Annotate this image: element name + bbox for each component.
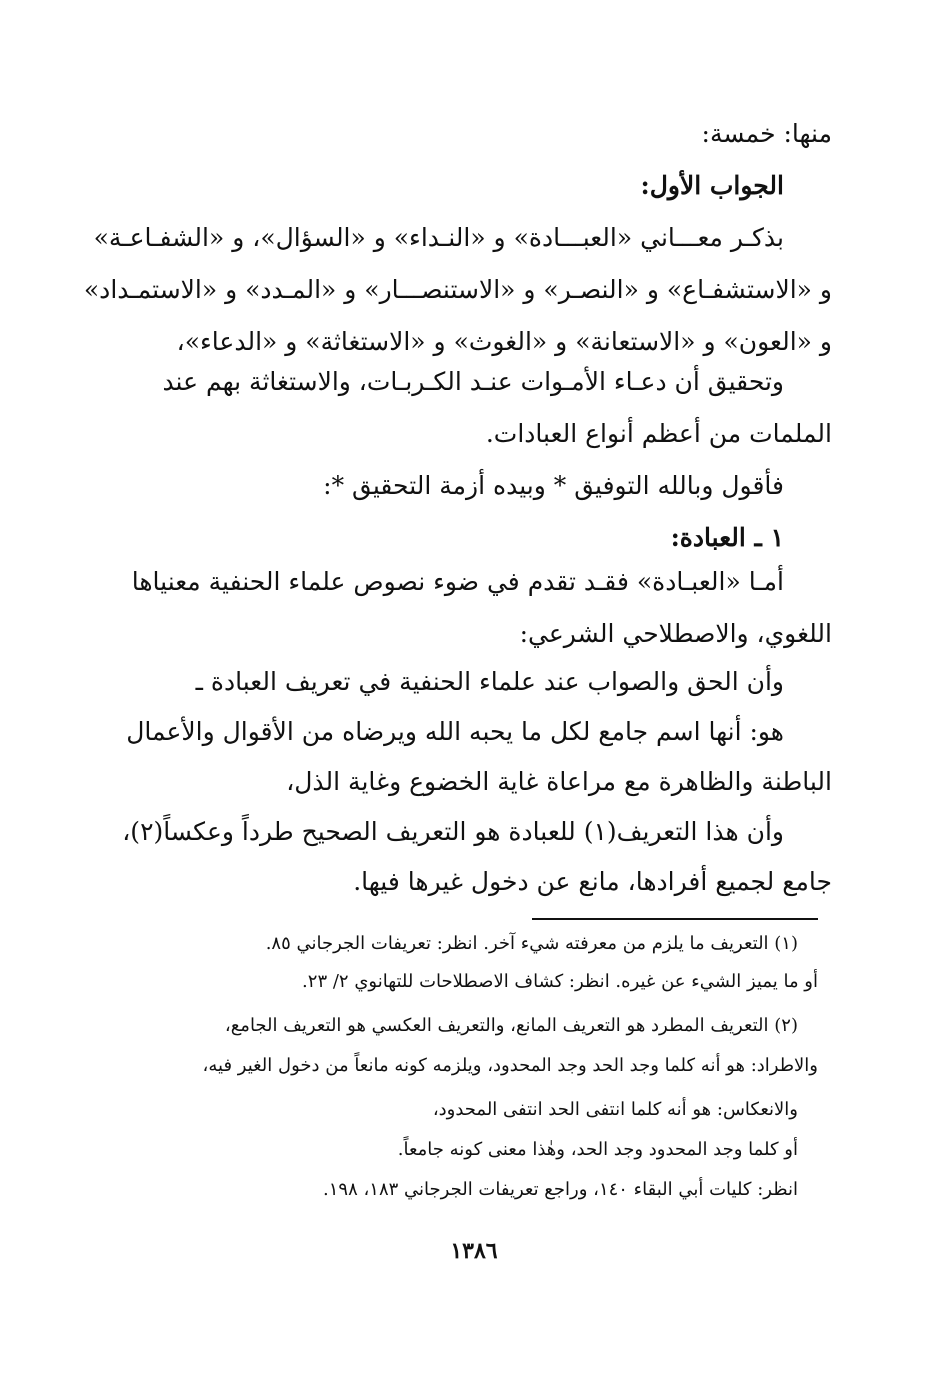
footnote-line: والاطراد: هو أنه كلما وجد الحد وجد المحدود، ويلزمه كونه مانعاً من دخول الغير فيه،	[202, 1055, 818, 1076]
page-number: ١٣٨٦	[450, 1238, 498, 1264]
text-line: جامع لجميع أفرادها، مانع عن دخول غيرها فيها.	[353, 867, 832, 896]
text-line: هو: أنها اسم جامع لكل ما يحبه الله ويرضاه من الأقوال والأعمال	[126, 717, 784, 746]
footnote-line: (٢) التعريف المطرد هو التعريف المانع، والتعريف العكسي هو التعريف الجامع،	[224, 1015, 798, 1036]
text-line: وتحقيق أن دعـاء الأمـوات عنـد الكـربـات، والاستغاثة بهم عند	[162, 367, 784, 396]
section-heading: الجواب الأول:	[640, 171, 784, 200]
footnote-line: أو ما يميز الشيء عن غيره. انظر: كشاف الاصطلاحات للتهانوي ٢/ ٢٣.	[302, 971, 818, 992]
intro-line: منها: خمسة:	[701, 119, 832, 148]
footnote-line: أو كلما وجد المحدود وجد الحد، وهٰذا معنى كونه جامعاً.	[397, 1139, 798, 1160]
footnote-divider	[532, 918, 818, 920]
text-line: اللغوي، والاصطلاحي الشرعي:	[519, 619, 832, 648]
subsection-heading: ١ ـ العبادة:	[670, 523, 784, 552]
text-line: و «العون» و «الاستعانة» و «الغوث» و «الاستغاثة» و «الدعاء»،	[176, 327, 832, 356]
footnote-line: (١) التعريف ما يلزم من معرفته شيء آخر. انظر: تعريفات الجرجاني ٨٥.	[265, 933, 798, 954]
text-line: وأن هذا التعريف(١) للعبادة هو التعريف الصحيح طرداً وعكساً(٢)،	[122, 817, 784, 846]
text-line: فأقول وبالله التوفيق * وبيده أزمة التحقيق *:	[323, 471, 784, 500]
text-line: الباطنة والظاهرة مع مراعاة غاية الخضوع وغاية الذل،	[286, 767, 832, 796]
text-line: الملمات من أعظم أنواع العبادات.	[485, 419, 832, 448]
text-line: وأن الحق والصواب عند علماء الحنفية في تعريف العبادة ـ	[195, 667, 784, 696]
text-line: و «الاستشفـاع» و «النصـر» و «الاستنصـــار» و «المـدد» و «الاستمـداد»	[83, 275, 832, 304]
text-line: أمـا «العبـادة» فقـد تقدم في ضوء نصوص علماء الحنفية معنياها	[131, 567, 784, 596]
footnote-line: انظر: كليات أبي البقاء ١٤٠، وراجع تعريفات الجرجاني ١٨٣، ١٩٨.	[323, 1179, 798, 1200]
text-line: بذكـر معـــاني «العبـــادة» و «النـداء» و «السؤال»، و «الشفـاعـة»	[93, 223, 784, 252]
footnote-line: والانعكاس: هو أنه كلما انتفى الحد انتفى المحدود،	[432, 1099, 798, 1120]
